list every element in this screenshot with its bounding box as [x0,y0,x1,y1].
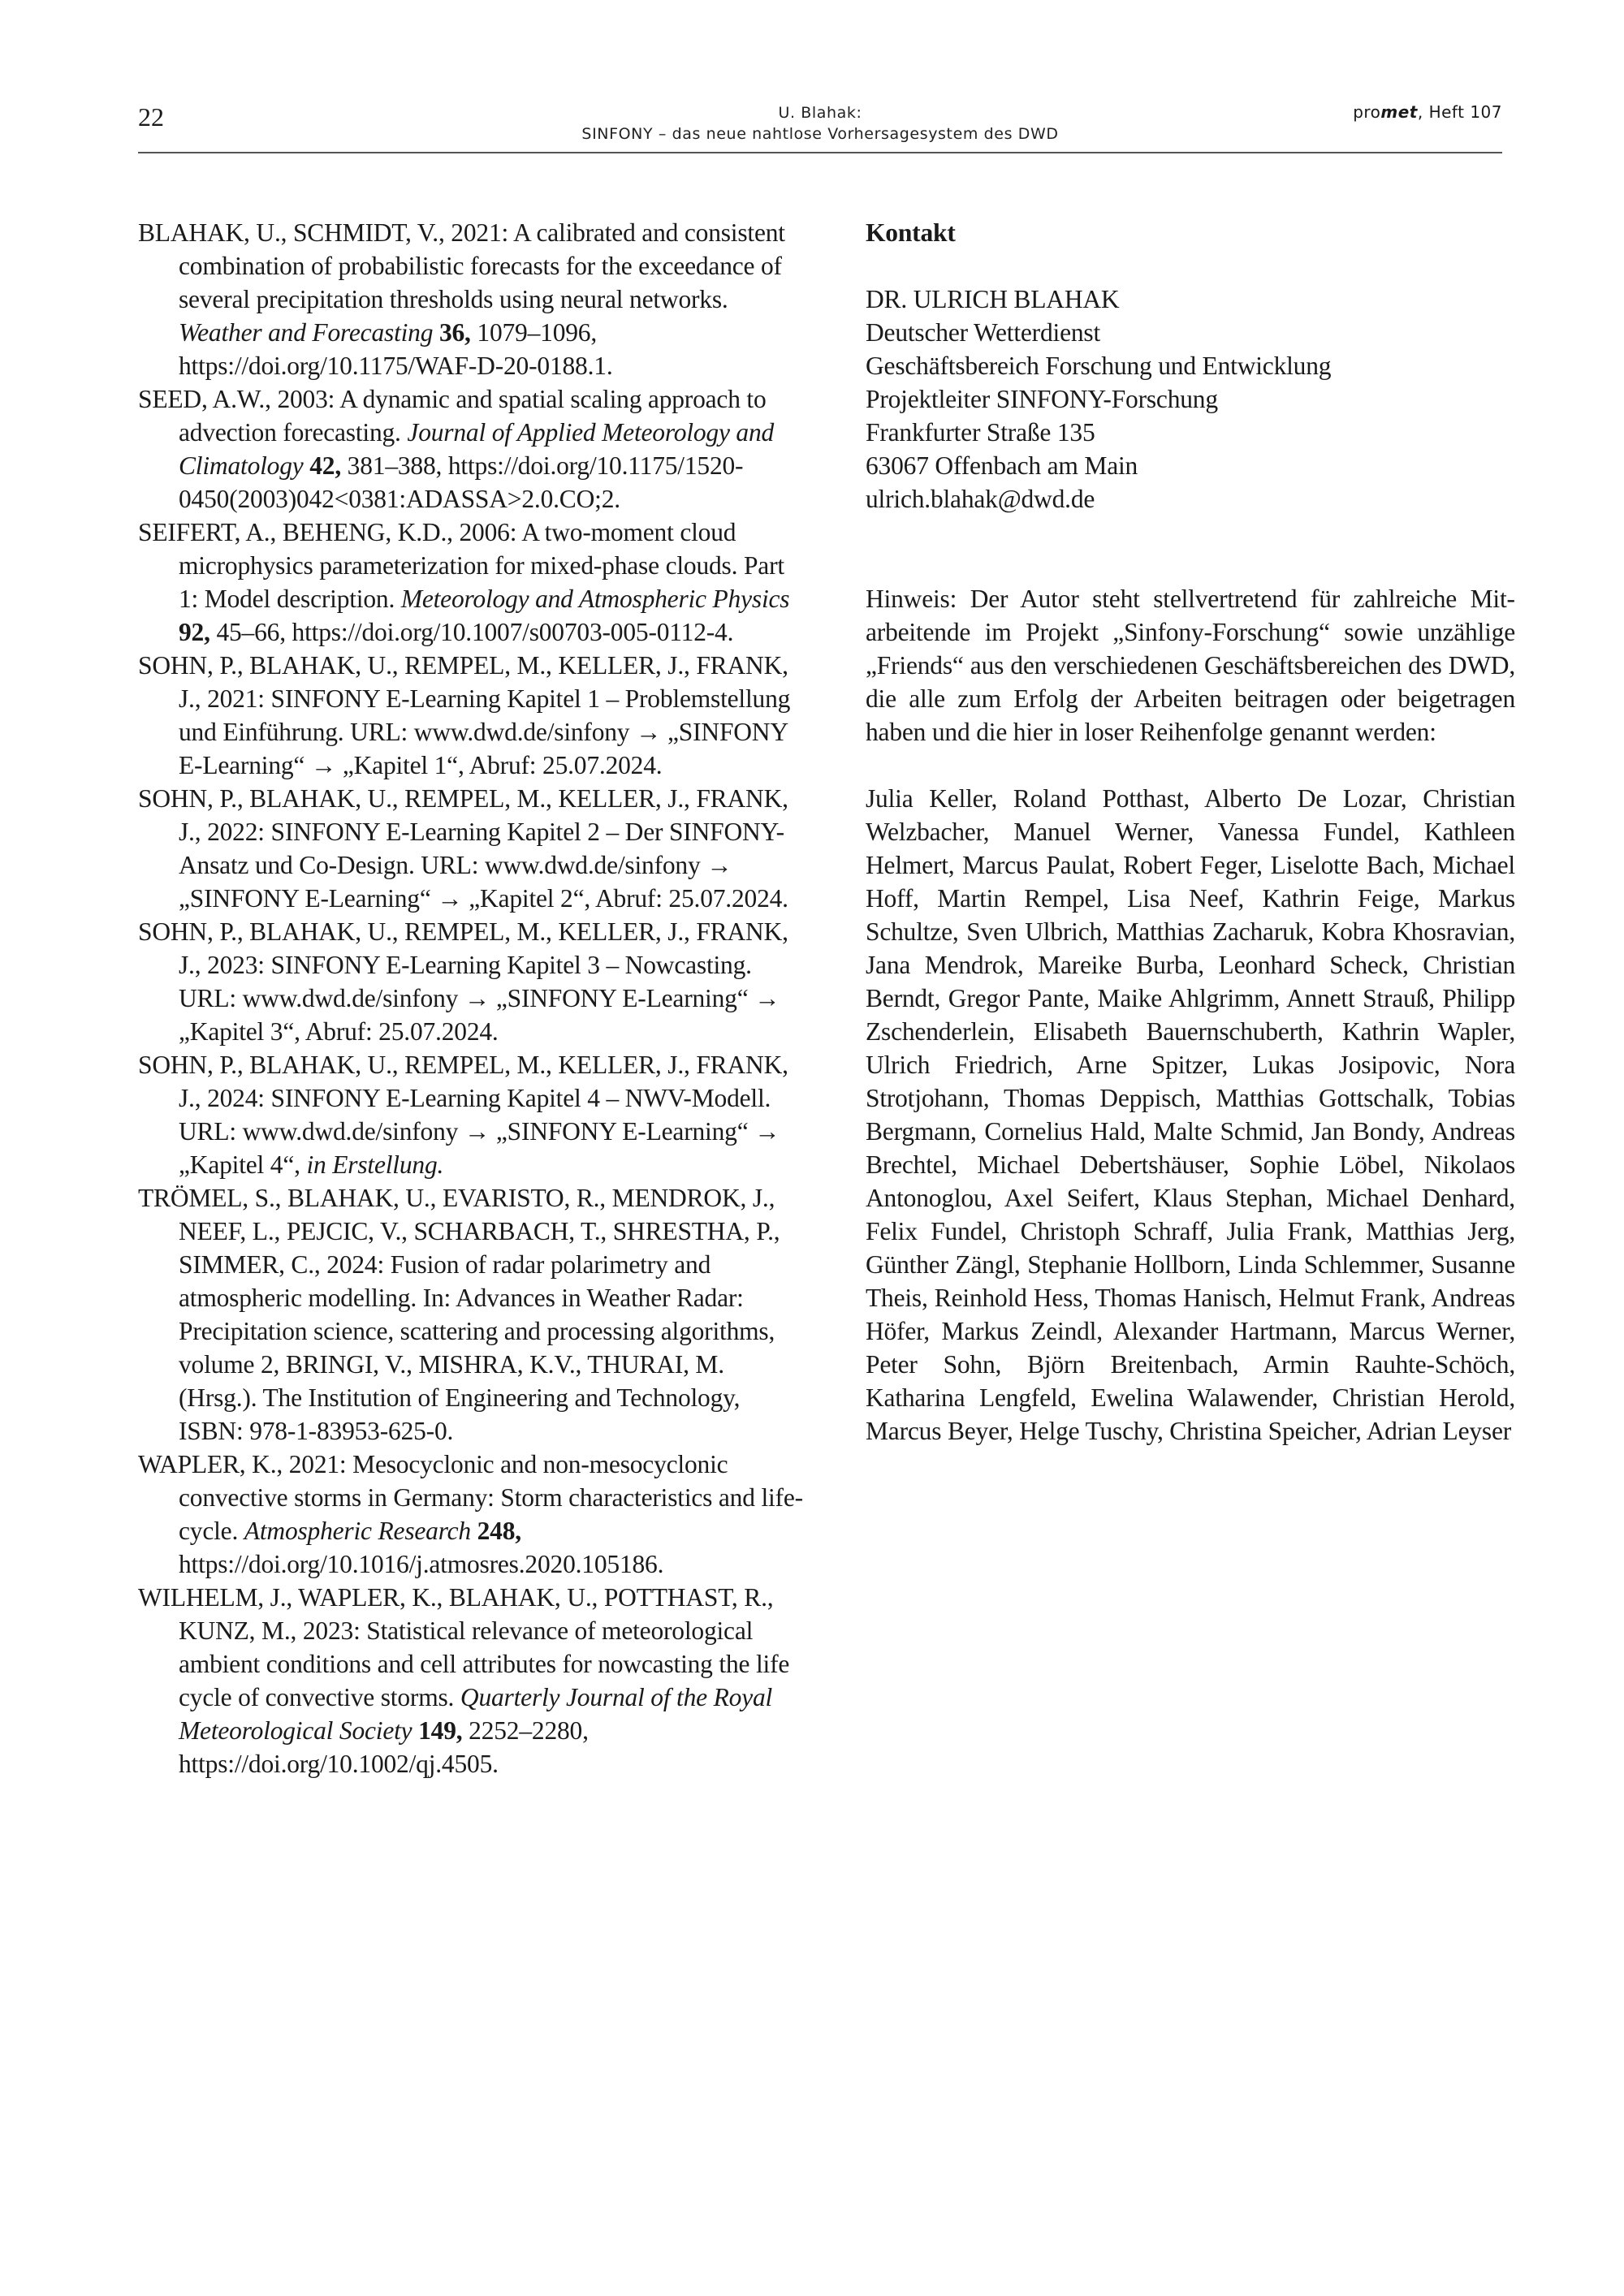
reference-entry: WILHELM, J., WAPLER, K., BLAHAK, U., POTTHAST, R., KUNZ, M., 2023: Statistical relevance of meteorological ambient conditions and cell attributes for nowcasting the life cycle of convective storms. Quarterly Journal of the Royal Meteorological Society 149, 2252–2280, https://doi.org/10.1002/qj.4505. [138,1583,790,1778]
reference-list [138,216,804,1780]
contact-email[interactable]: ulrich.blahak@dwd.de [866,485,1095,513]
contact-name: DR. ULRICH BLAHAK [866,285,1120,313]
page-number: 22 [138,102,164,132]
running-author: U. Blahak: [778,104,862,122]
reference-entry: SEIFERT, A., BEHENG, K.D., 2006: A two-moment cloud microphysics parameterization for mixed-phase clouds. Part 1: Model description. Meteorology and Atmospheric Physics 92, 45–66, https://doi.org/10.1007/s00703-005-0112-4. [138,518,790,646]
contact-street: Frankfurter Straße 135 [866,418,1095,447]
contact-organisation: Deutscher Wetterdienst [866,318,1101,347]
issue-number: , Heft 107 [1417,102,1502,122]
journal-name-emphasis: met [1380,102,1418,122]
contact-heading: Kontakt [866,218,956,247]
contact-city: 63067 Offenbach am Main [866,451,1138,480]
page-header [138,102,1502,159]
reference-entry: BLAHAK, U., SCHMIDT, V., 2021: A calibrated and consistent combination of probabilistic forecasts for the exceedance of several precipitation thresholds using neural networks. Weather and Forecasting 36, 1079–1096, https://doi.org/10.1175/WAF-D-20-0188.1. [138,218,785,380]
journal-issue [1353,102,1502,122]
contact-column [866,216,1515,1481]
acknowledgement-note: Hinweis: Der Autor steht stellvertretend für zahlreiche Mitarbeitende im Projekt „Sinfony-Forschung“ sowie unzählige „Friends“ aus den verschiedenen Geschäftsbereichen des DWD, die alle zum Erfolg der Arbeiten beitragen oder beigetragen haben und die hier in loser Reihenfolge genannt werden: [866,585,1515,746]
journal-name-prefix: pro [1353,102,1381,122]
reference-entry: WAPLER, K., 2021: Mesocyclonic and non-mesocyclonic convective storms in Germany: Storm characteristics and life-cycle. Atmospheric Research 248, https://doi.org/10.1016/j.atmosres.2020.105186. [138,1450,803,1578]
reference-entry: SOHN, P., BLAHAK, U., REMPEL, M., KELLER, J., FRANK, J., 2024: SINFONY E-Learning Kapitel 4 – NWV-Modell. URL: www.dwd.de/sinfony → „SINFONY E-Learning“ → „Kapitel 4“, in Erstellung. [138,1051,788,1179]
journal-name [1353,102,1418,122]
reference-entry: SOHN, P., BLAHAK, U., REMPEL, M., KELLER, J., FRANK, J., 2021: SINFONY E-Learning Kapitel 1 – Problemstellung und Einführung. URL: www.dwd.de/sinfony → „SINFONY E-Learning“ → „Kapitel 1“, Abruf: 25.07.2024. [138,651,791,779]
contributor-names: Julia Keller, Roland Potthast, Alberto De Lozar, Christian Welzbacher, Manuel Werner, Vanessa Fundel, Kathleen Helmert, Marcus Paulat, Robert Feger, Liselotte Bach, Michael Hoff, Martin Rempel, Lisa Neef, Kathrin Feige, Markus Schultze, Sven Ulbrich, Matthias Zacharuk, Kobra Khosravian, Jana Mendrok, Mareike Burba, Leonhard Scheck, Christian Berndt, Gregor Pante, Maike Ahlgrimm, Annett Strauß, Philipp Zschenderlein, Elisabeth Bauernschuberth, Kathrin Wapler, Ulrich Friedrich, Arne Spitzer, Lukas Josipovic, Nora Strotjohann, Thomas Deppisch, Matthias Gottschalk, Tobias Bergmann, Cornelius Hald, Malte Schmid, Jan Bondy, Andreas Brechtel, Michael Debertshäuser, Sophie Löbel, Nikolaos Antonoglou, Axel Seifert, Klaus Stephan, Michael Denhard, Felix Fundel, Christoph Schraff, Julia Frank, Matthias Jerg, Günther Zängl, Stephanie Hollborn, Linda Schlemmer, Susanne Theis, Reinhold Hess, Thomas Hanisch, Helmut Frank, Andreas Höfer, Markus Zeindl, Alexander Hartmann, Marcus Werner, Peter Sohn, Björn Breitenbach, Armin Rauhte-Schöch, Katharina Lengfeld, Ewelina Walawender, Christian Herold, Marcus Beyer, Helge Tuschy, Christina Speicher, Adrian Leyser [866,784,1515,1445]
running-article-title: SINFONY – das neue nahtlose Vorhersagesystem des DWD [581,125,1059,143]
reference-entry: SOHN, P., BLAHAK, U., REMPEL, M., KELLER, J., FRANK, J., 2022: SINFONY E-Learning Kapitel 2 – Der SINFONY-Ansatz und Co-Design. URL: www.dwd.de/sinfony → „SINFONY E-Learning“ → „Kapitel 2“, Abruf: 25.07.2024. [138,784,788,913]
header-rule [138,152,1502,153]
reference-entry: SEED, A.W., 2003: A dynamic and spatial scaling approach to advection forecasting. Journal of Applied Meteorology and Climatology 42, 381–388, https://doi.org/10.1175/1520-0450(2003)042<0381:ADASSA>2.0.CO;2. [138,385,775,513]
contact-division: Geschäftsbereich Forschung und Entwicklung [866,352,1332,380]
reference-entry: TRÖMEL, S., BLAHAK, U., EVARISTO, R., MENDROK, J., NEEF, L., PEJCIC, V., SCHARBACH, T., SHRESTHA, P., SIMMER, C., 2024: Fusion of radar polarimetry and atmospheric modelling. In: Advances in Weather Radar: Precipitation science, scattering and processing algorithms, volume 2, BRINGI, V., MISHRA, K.V., THURAI, M. (Hrsg.). The Institution of Engineering and Technology, ISBN: 978-1-83953-625-0. [138,1184,780,1445]
running-title [138,102,1502,145]
contact-address [866,283,1515,516]
contact-role: Projektleiter SINFONY-Forschung [866,385,1218,413]
reference-entry: SOHN, P., BLAHAK, U., REMPEL, M., KELLER, J., FRANK, J., 2023: SINFONY E-Learning Kapitel 3 – Nowcasting. URL: www.dwd.de/sinfony → „SINFONY E-Learning“ → „Kapitel 3“, Abruf: 25.07.2024. [138,917,788,1046]
